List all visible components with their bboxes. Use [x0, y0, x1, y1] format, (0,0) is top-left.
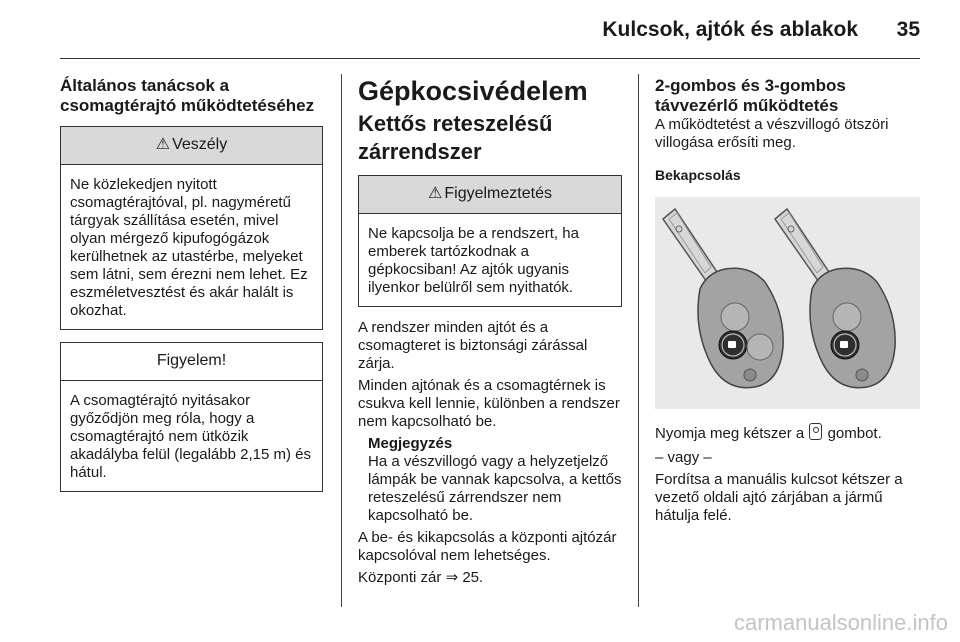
key-fob-left [663, 209, 783, 388]
section-heading-tailgate: Általános tanácsok a csomagtérajtó működtetéséhez [60, 76, 315, 115]
warning-box [358, 175, 622, 307]
warning-triangle-icon: ⚠ [428, 185, 443, 202]
cross-reference-text: Központi zár [358, 569, 442, 586]
section-heading-remote-operation: 2-gombos és 3-gombos távvezérlő működtetés [655, 76, 846, 115]
lock-button-icon [809, 423, 822, 440]
section-heading-vehicle-security: Gépkocsivédelem [358, 76, 588, 106]
caution-box [60, 342, 323, 492]
warning-triangle-icon: ⚠ [155, 136, 171, 153]
danger-box [60, 126, 323, 330]
key-fob-right [775, 209, 895, 388]
warning-box-header [359, 176, 621, 214]
column-divider-2 [638, 74, 639, 607]
instruction-press-button [655, 423, 920, 443]
instruction-manual-key: Fordítsa a manuális kulcsot kétszer a vezető oldali ajtó zárjában a jármű hátulja felé. [655, 471, 903, 524]
column-middle [358, 76, 622, 587]
instruction-text: Nyomja meg kétszer a [655, 425, 805, 442]
key-fob-illustration [655, 197, 920, 409]
column-right-lower [655, 423, 920, 525]
column-divider-1 [341, 74, 342, 607]
warning-box-title: Figyelmeztetés [444, 185, 552, 202]
key-fob-drawing [655, 197, 920, 409]
paragraph: A működtetést a vészvillogó ötszöri villogása erősíti meg. [655, 116, 889, 151]
column-right [655, 76, 920, 184]
column-left [60, 76, 323, 492]
danger-box-header [61, 127, 322, 165]
instruction-text: gombot. [827, 425, 882, 442]
caution-box-header: Figyelem! [61, 343, 322, 381]
note-block [358, 435, 622, 525]
danger-box-body: Ne közlekedjen nyitott csomagtérajtóval, pl. nagyméretű tárgyak szállítása esetén, mivel olyan mérgező kipufogógázok kerülhetnek az utastérbe, melyeket sem látni, sem érezni nem lehet. Ez eszméletvesztést és akár halált is okozhat. [70, 176, 308, 319]
or-separator: – vagy – [655, 449, 712, 466]
paragraph: A be- és kikapcsolás a központi ajtózár kapcsolóval nem lehetséges. [358, 529, 617, 564]
cross-reference [358, 569, 622, 587]
cross-reference-page: 25. [462, 569, 484, 586]
warning-box-body: Ne kapcsolja be a rendszert, ha emberek tartózkodnak a gépkocsiban! Az ajtók ugyanis ilyenkor belülről sem nyithatók. [368, 225, 579, 296]
caution-box-body: A csomagtérajtó nyitásakor győződjön meg róla, hogy a csomagtérajtó nem ütközik akadályba felül (legalább 2,15 m) és hátul. [70, 392, 311, 481]
note-title: Megjegyzés [368, 435, 453, 452]
paragraph: Minden ajtónak és a csomagtérnek is csukva kell lennie, különben a rendszer nem kapcsolható be. [358, 377, 620, 430]
subheading-activation: Bekapcsolás [655, 167, 741, 183]
page-number: 35 [896, 18, 920, 41]
note-body: Ha a vészvillogó vagy a helyzetjelző lámpák be vannak kapcsolva, a kettős reteszelésű zárrendszer nem kapcsolható be. [368, 453, 622, 524]
header-divider [60, 58, 920, 59]
subheading-deadlocking: Kettős reteszelésű zárrendszer [358, 111, 553, 164]
running-header-title: Kulcsok, ajtók és ablakok [602, 18, 858, 41]
danger-box-title: Veszély [172, 136, 228, 153]
page-reference-arrow-icon: ⇒ [445, 569, 459, 586]
watermark: carmanualsonline.info [733, 610, 948, 635]
paragraph: A rendszer minden ajtót és a csomagteret is biztonsági zárással zárja. [358, 319, 588, 372]
